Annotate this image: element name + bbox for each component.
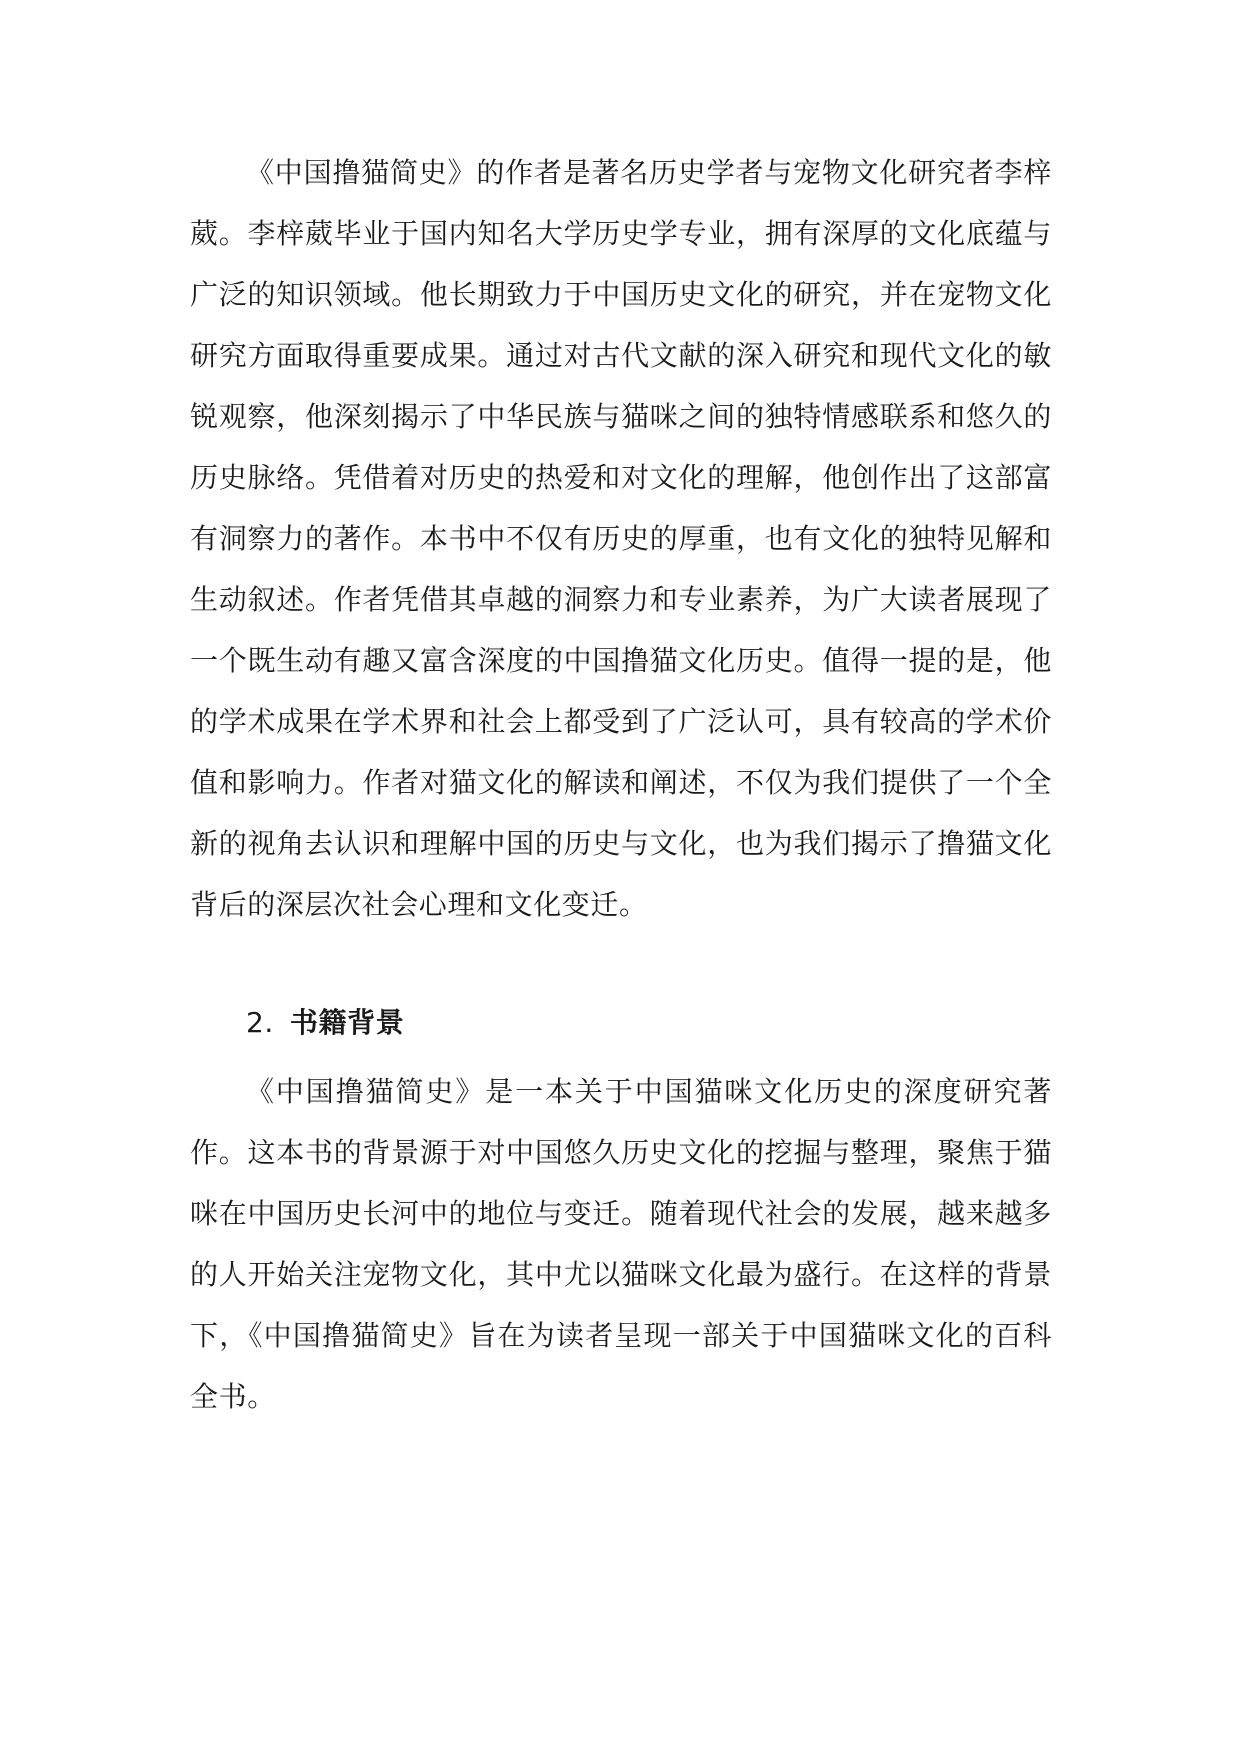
author-paragraph: 《中国撸猫简史》的作者是著名历史学者与宠物文化研究者李梓葳。李梓葳毕业于国内知名大学历史学专业，拥有深厚的文化底蕴与广泛的知识领域。他长期致力于中国历史文化的研究，并在宠物文化研究方面取得重要成果。通过对古代文献的深入研究和现代文化的敏锐观察，他深刻揭示了中华民族与猫咪之间的独特情感联系和悠久的历史脉络。凭借着对历史的热爱和对文化的理解，他创作出了这部富有洞察力的著作。本书中不仅有历史的厚重，也有文化的独特见解和生动叙述。作者凭借其卓越的洞察力和专业素养，为广大读者展现了一个既生动有趣又富含深度的中国撸猫文化历史。值得一提的是，他的学术成果在学术界和社会上都受到了广泛认可，具有较高的学术价值和影响力。作者对猫文化的解读和阐述，不仅为我们提供了一个全新的视角去认识和理解中国的历史与文化，也为我们揭示了撸猫文化背后的深层次社会心理和文化变迁。 xyxy=(190,156,1052,921)
section-title: 书籍背景 xyxy=(289,1006,405,1039)
section-number: 2. xyxy=(246,1006,274,1039)
background-paragraph: 《中国撸猫简史》是一本关于中国猫咪文化历史的深度研究著作。这本书的背景源于对中国悠久历史文化的挖掘与整理，聚焦于猫咪在中国历史长河中的地位与变迁。随着现代社会的发展，越来越多的人开始关注宠物文化，其中尤以猫咪文化最为盛行。在这样的背景下，《中国撸猫简史》旨在为读者呈现一部关于中国猫咪文化的百科全书。 xyxy=(190,1075,1052,1413)
document-page xyxy=(190,142,1052,1427)
section-heading xyxy=(190,992,1052,1053)
